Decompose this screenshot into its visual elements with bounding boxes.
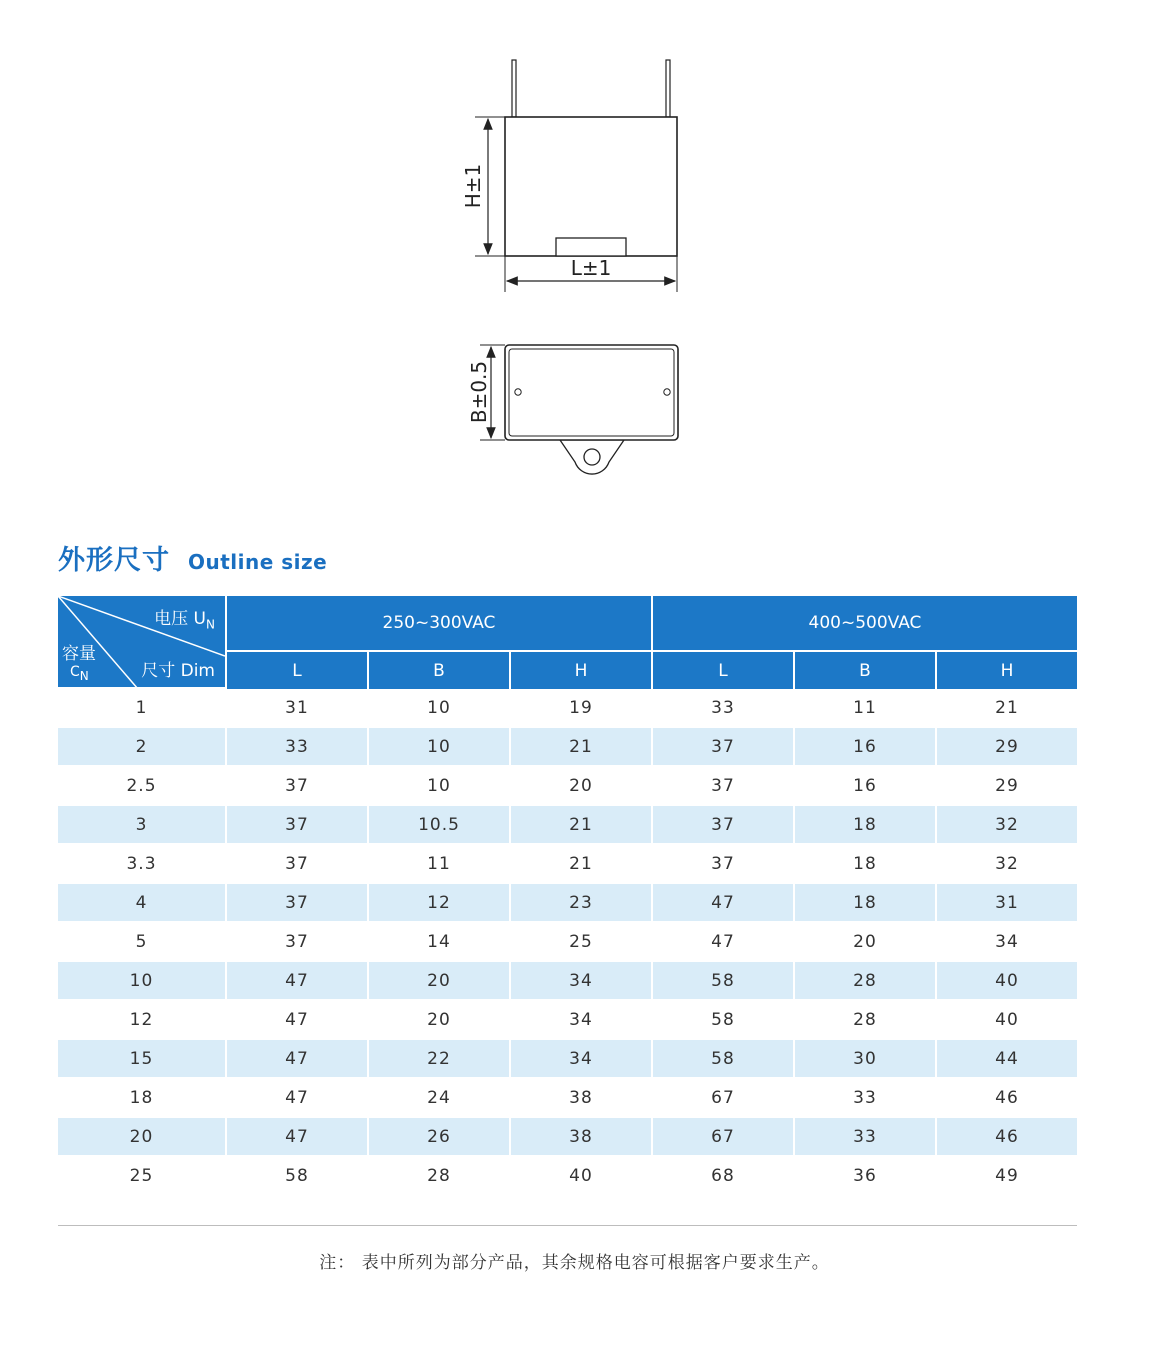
dimension-cell: 20 — [369, 962, 509, 1001]
capacity-cell: 18 — [58, 1079, 225, 1118]
dimension-cell: 38 — [511, 1079, 651, 1118]
dimension-cell: 34 — [937, 923, 1077, 962]
table-row — [58, 728, 1077, 767]
dimension-cell: 20 — [511, 767, 651, 806]
table-row — [58, 806, 1077, 845]
dimension-cell: 10.5 — [369, 806, 509, 845]
dimension-cell: 36 — [795, 1157, 935, 1196]
dimension-cell: 26 — [369, 1118, 509, 1157]
dimension-cell: 31 — [227, 689, 367, 728]
dimension-cell: 18 — [795, 806, 935, 845]
capacity-cell: 2.5 — [58, 767, 225, 806]
capacity-cell: 3.3 — [58, 845, 225, 884]
footnote: 注： 表中所列为部分产品，其余规格电容可根据客户要求生产。 — [319, 1253, 830, 1273]
dimension-cell: 58 — [653, 1001, 793, 1040]
dimension-cell: 44 — [937, 1040, 1077, 1079]
dimension-cell: 32 — [937, 845, 1077, 884]
dimension-cell: 34 — [511, 1001, 651, 1040]
dimension-cell: 58 — [653, 1040, 793, 1079]
dimension-cell: 47 — [653, 884, 793, 923]
table-row — [58, 1157, 1077, 1196]
dimension-cell: 40 — [937, 1001, 1077, 1040]
dimension-cell: 10 — [369, 689, 509, 728]
dimension-cell: 58 — [653, 962, 793, 1001]
dimension-cell: 40 — [511, 1157, 651, 1196]
dimension-cell: 37 — [227, 923, 367, 962]
dimension-cell: 24 — [369, 1079, 509, 1118]
capacity-cell: 15 — [58, 1040, 225, 1079]
dimension-cell: 21 — [937, 689, 1077, 728]
dimension-cell: 14 — [369, 923, 509, 962]
capacity-cell: 4 — [58, 884, 225, 923]
table-body — [58, 689, 1077, 1196]
dimension-cell: 28 — [795, 1001, 935, 1040]
dimension-cell: 47 — [653, 923, 793, 962]
table-row — [58, 689, 1077, 728]
dimension-cell: 11 — [369, 845, 509, 884]
column-header: H — [937, 652, 1077, 689]
dimension-cell: 34 — [511, 1040, 651, 1079]
capacity-cell: 1 — [58, 689, 225, 728]
table-row — [58, 884, 1077, 923]
dimension-cell: 10 — [369, 728, 509, 767]
front-view — [461, 60, 677, 292]
height-dimension-label: H±1 — [461, 163, 485, 209]
dimension-cell: 16 — [795, 767, 935, 806]
dimension-cell: 37 — [227, 845, 367, 884]
dimension-cell: 47 — [227, 962, 367, 1001]
dimension-label: 尺寸 Dim — [141, 661, 215, 681]
dimension-cell: 58 — [227, 1157, 367, 1196]
dimension-cell: 21 — [511, 845, 651, 884]
dimension-cell: 21 — [511, 728, 651, 767]
dimension-cell: 46 — [937, 1079, 1077, 1118]
table-row — [58, 845, 1077, 884]
dimension-cell: 47 — [227, 1118, 367, 1157]
dimension-cell: 47 — [227, 1040, 367, 1079]
dimension-cell: 20 — [795, 923, 935, 962]
dimension-cell: 34 — [511, 962, 651, 1001]
column-header: B — [369, 652, 509, 689]
dimension-cell: 32 — [937, 806, 1077, 845]
column-header: B — [795, 652, 935, 689]
dimension-cell: 23 — [511, 884, 651, 923]
dimension-cell: 67 — [653, 1118, 793, 1157]
table-row — [58, 1001, 1077, 1040]
dimension-cell: 12 — [369, 884, 509, 923]
dimension-cell: 37 — [227, 884, 367, 923]
dimension-cell: 38 — [511, 1118, 651, 1157]
dimension-cell: 25 — [511, 923, 651, 962]
dimension-cell: 49 — [937, 1157, 1077, 1196]
capacitor-outline-diagram — [0, 0, 1149, 520]
column-header: H — [511, 652, 651, 689]
capacity-cell: 12 — [58, 1001, 225, 1040]
dimension-cell: 40 — [937, 962, 1077, 1001]
column-header: L — [653, 652, 793, 689]
capacity-cell: 20 — [58, 1118, 225, 1157]
dimension-cell: 47 — [227, 1079, 367, 1118]
section-title-en: Outline size — [188, 550, 328, 574]
dimension-cell: 37 — [653, 767, 793, 806]
dimension-cell: 21 — [511, 806, 651, 845]
table-row — [58, 767, 1077, 806]
dimension-cell: 28 — [795, 962, 935, 1001]
capacity-cell: 5 — [58, 923, 225, 962]
dimension-cell: 28 — [369, 1157, 509, 1196]
section-title — [58, 538, 327, 582]
voltage-group-header: 250~300VAC — [227, 596, 651, 652]
table-row — [58, 1118, 1077, 1157]
column-header: L — [227, 652, 367, 689]
dimension-cell: 33 — [795, 1079, 935, 1118]
dimension-cell: 33 — [227, 728, 367, 767]
table-row — [58, 923, 1077, 962]
capacity-cell: 25 — [58, 1157, 225, 1196]
table-row — [58, 1040, 1077, 1079]
voltage-group-header: 400~500VAC — [653, 596, 1077, 652]
top-view — [467, 345, 678, 474]
table-row — [58, 1079, 1077, 1118]
dimension-cell: 11 — [795, 689, 935, 728]
dimension-cell: 29 — [937, 767, 1077, 806]
dimension-cell: 30 — [795, 1040, 935, 1079]
dimension-cell: 33 — [653, 689, 793, 728]
dimension-cell: 37 — [653, 806, 793, 845]
dimension-cell: 46 — [937, 1118, 1077, 1157]
capacity-label: 容量 — [62, 644, 96, 664]
dimension-cell: 47 — [227, 1001, 367, 1040]
section-title-cn: 外形尺寸 — [58, 545, 170, 576]
dimension-cell: 37 — [227, 806, 367, 845]
table-row — [58, 962, 1077, 1001]
capacity-symbol: $C_N$ — [70, 664, 89, 683]
capacity-cell: 2 — [58, 728, 225, 767]
dimension-cell: 37 — [653, 845, 793, 884]
dimension-cell: 37 — [227, 767, 367, 806]
dimension-cell: 31 — [937, 884, 1077, 923]
dimension-cell: 18 — [795, 845, 935, 884]
dimension-cell: 37 — [653, 728, 793, 767]
dimension-cell: 18 — [795, 884, 935, 923]
length-dimension-label: L±1 — [570, 256, 612, 280]
table-corner-header — [58, 596, 225, 689]
outline-size-table — [56, 596, 1079, 1196]
dimension-cell: 33 — [795, 1118, 935, 1157]
dimension-cell: 29 — [937, 728, 1077, 767]
voltage-label: 电压 $U_N$ — [154, 609, 215, 632]
dimension-cell: 68 — [653, 1157, 793, 1196]
dimension-cell: 16 — [795, 728, 935, 767]
dimension-cell: 67 — [653, 1079, 793, 1118]
dimension-cell: 19 — [511, 689, 651, 728]
dimension-cell: 22 — [369, 1040, 509, 1079]
capacity-cell: 3 — [58, 806, 225, 845]
capacity-cell: 10 — [58, 962, 225, 1001]
dimension-cell: 10 — [369, 767, 509, 806]
dimension-cell: 20 — [369, 1001, 509, 1040]
width-dimension-label: B±0.5 — [467, 360, 491, 424]
divider — [58, 1225, 1077, 1226]
